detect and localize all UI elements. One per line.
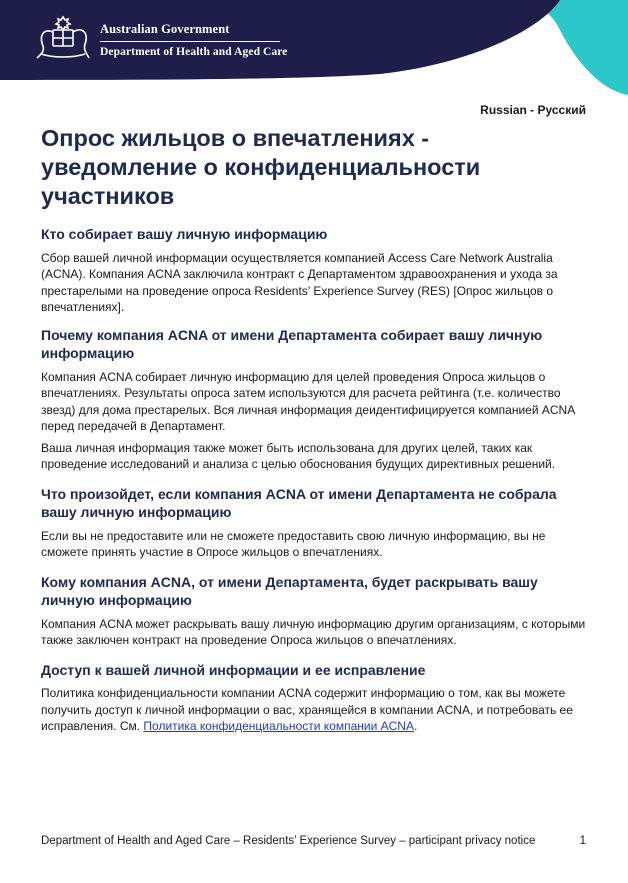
paragraph-text: Политика конфиденциальности компании ACNA содержит информацию о том, как вы можете получить доступ к личной информации о вас, хранящейся в компании ACNA, и потребовать ее исправления. См. (41, 686, 573, 733)
page-footer (41, 835, 586, 847)
paragraph-end: . (413, 719, 418, 733)
section-heading: Доступ к вашей личной информации и ее исправление (41, 661, 426, 678)
section-paragraph (41, 685, 589, 735)
logotype-divider (100, 41, 280, 42)
language-label: Russian - Русский (480, 103, 586, 117)
footer-text: Department of Health and Aged Care – Residents’ Experience Survey – participant privacy notice (41, 835, 536, 847)
header-banner (0, 0, 628, 120)
section-paragraph: Ваша личная информация также может быть использована для других целей, таких как проведение исследований и анализа с целью обоснования будущих директивных решений. (41, 440, 556, 471)
coat-of-arms-icon (33, 14, 93, 60)
department-name: Department of Health and Aged Care (100, 46, 288, 58)
section-heading: Кто собирает вашу личную информацию (41, 226, 328, 242)
section-paragraph: Если вы не предоставите или не сможете предоставить свою личную информацию, вы не сможете принять участие в Опросе жильцов о впечатлениях. (41, 528, 546, 559)
section-heading: Что произойдет, если компания ACNA от имени Департамента не собрала вашу личную информацию (41, 485, 557, 520)
document-body (41, 124, 589, 735)
section-heading: Почему компания ACNA от имени Департамента собирает вашу личную информацию (41, 326, 543, 361)
section-heading: Кому компания ACNA, от имени Департамента, будет раскрывать вашу личную информацию (41, 573, 538, 608)
acna-privacy-policy-link[interactable]: Политика конфиденциальности компании ACNA (143, 719, 414, 733)
page-number: 1 (579, 835, 586, 847)
section-paragraph: Сбор вашей личной информации осуществляется компанией Access Care Network Australia (ACNA). Компания ACNA заключила контракт с Департаментом здравоохранения и ухода за престарелыми на проведение опроса Residents’ Experience Survey (RES) [Опрос жильцов о впечатлениях]. (41, 250, 558, 314)
page-title: Опрос жильцов о впечатлениях - уведомление о конфиденциальности участников (41, 125, 481, 209)
section-paragraph: Компания ACNA может раскрывать вашу личную информацию другим организациям, с которыми также заключен контракт на проведение Опроса жильцов о впечатлениях. (41, 616, 586, 647)
government-name: Australian Government (100, 22, 230, 36)
government-logotype (100, 22, 288, 58)
section-paragraph: Компания ACNA собирает личную информацию для целей проведения Опроса жильцов о впечатлениях. Результаты опроса затем используются для расчета рейтинга (т.е. количество звезд) для дома престарелых. Вся личная информация деидентифицируется компанией ACNA перед передачей в Департамент. (41, 369, 575, 433)
